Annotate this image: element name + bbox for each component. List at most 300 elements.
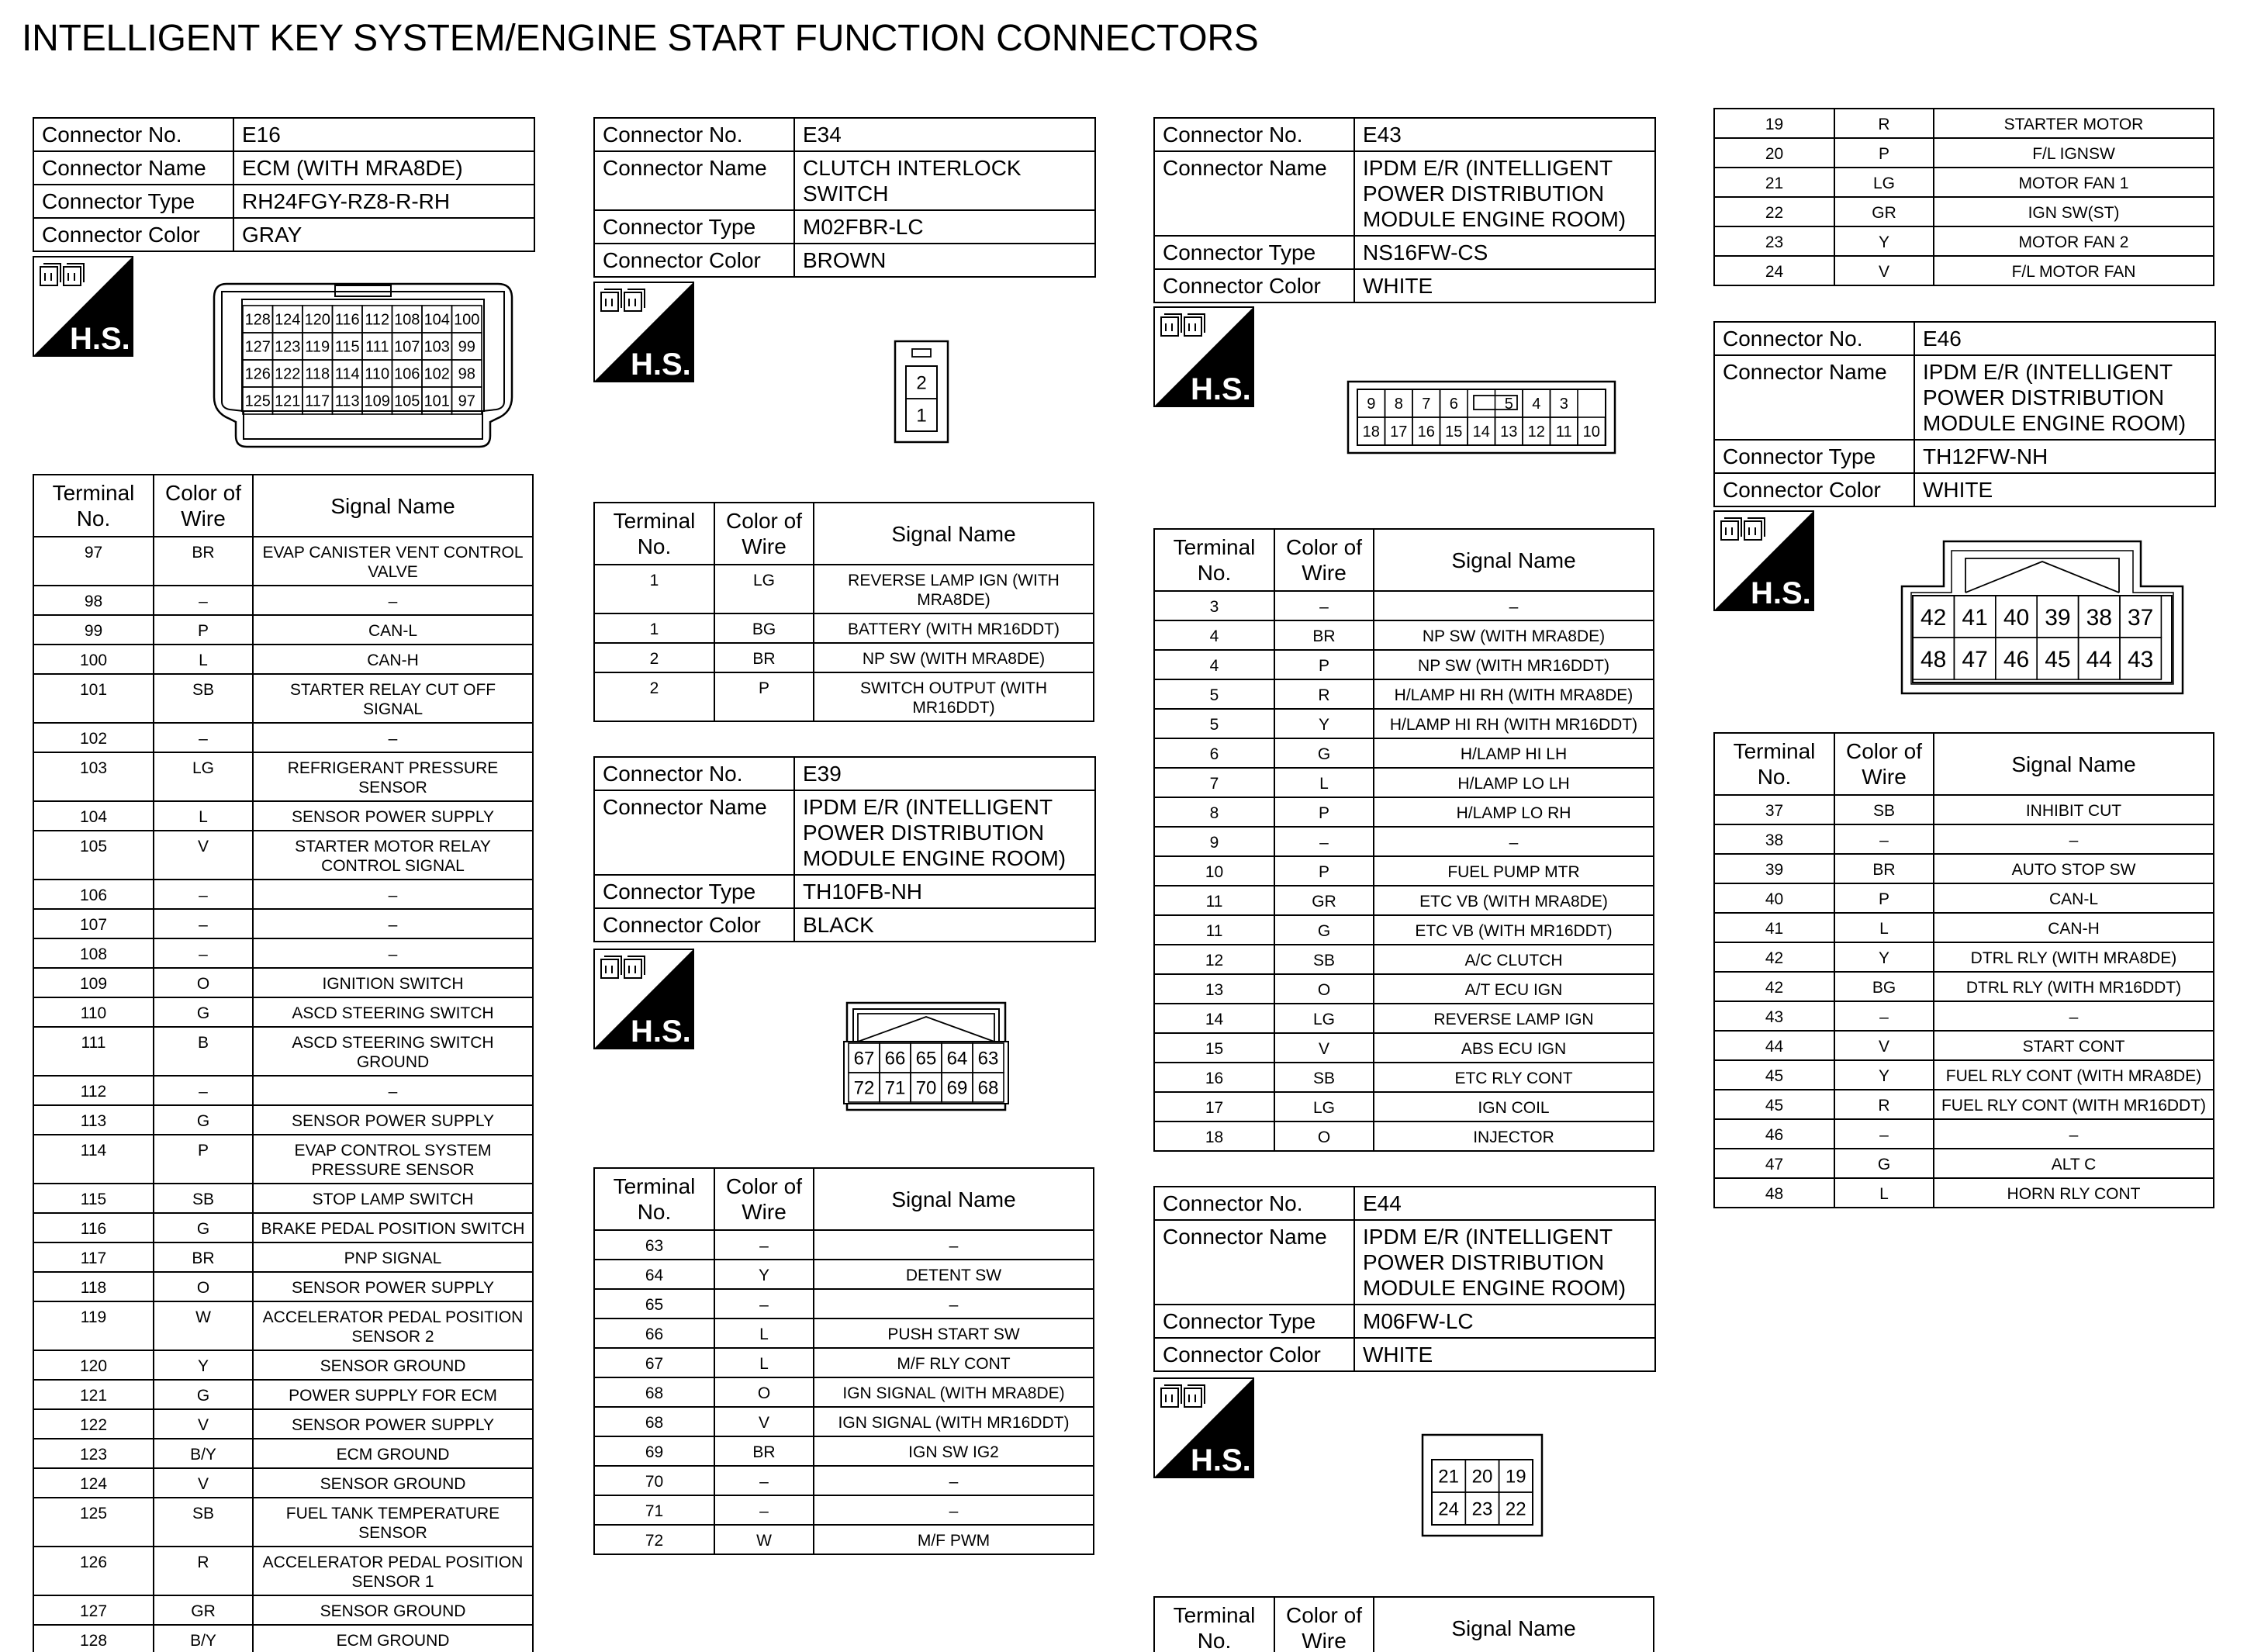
connector-color-label: Connector Color — [33, 218, 233, 251]
terminal-no-cell: 5 — [1154, 679, 1274, 709]
pin-number: 107 — [394, 338, 420, 356]
wire-color-cell: L — [1274, 768, 1374, 797]
terminal-no-cell: 67 — [594, 1348, 714, 1377]
signal-name-header: Signal Name — [814, 1168, 1094, 1230]
pin-number: 97 — [458, 392, 475, 410]
terminal-no-cell: 106 — [33, 880, 154, 909]
terminal-no-cell: 46 — [1714, 1119, 1834, 1149]
color-of-wire-header: Color of Wire — [714, 1168, 814, 1230]
connector-no-value: E46 — [1914, 322, 2215, 355]
connector-type-value: TH10FB-NH — [794, 875, 1095, 908]
terminal-no-cell: 119 — [33, 1301, 154, 1350]
wire-color-cell: – — [154, 723, 253, 752]
terminal-no-cell: 114 — [33, 1135, 154, 1184]
pin-number: 66 — [884, 1048, 906, 1070]
signal-name-cell: INJECTOR — [1374, 1121, 1654, 1151]
connector-name-value: IPDM E/R (INTELLIGENT POWER DISTRIBUTION MODULE ENGINE ROOM) — [1354, 151, 1655, 236]
pin-number: 70 — [915, 1077, 937, 1099]
signal-name-cell: SENSOR POWER SUPPLY — [253, 1105, 533, 1135]
pin-number: 5 — [1504, 396, 1513, 413]
connector-no-value: E34 — [794, 118, 1095, 151]
table-row — [33, 586, 533, 615]
hs-label: H.S. — [70, 322, 130, 356]
connector-no-row — [594, 757, 1095, 790]
signal-name-cell: BRAKE PEDAL POSITION SWITCH — [253, 1213, 533, 1242]
signal-name-cell: PNP SIGNAL — [253, 1242, 533, 1272]
wire-color-cell: SB — [1834, 795, 1934, 824]
pin-number: 23 — [1471, 1498, 1493, 1520]
connector-color-row — [1154, 269, 1655, 302]
terminal-no-header: Terminal No. — [1154, 529, 1274, 591]
signal-name-cell: INHIBIT CUT — [1934, 795, 2214, 824]
table-row — [33, 1350, 533, 1380]
connector-type-row — [1154, 236, 1655, 269]
signal-name-cell: ECM GROUND — [253, 1439, 533, 1468]
connector-no-row — [1714, 322, 2215, 355]
table-row — [1714, 824, 2214, 854]
signal-name-cell: FUEL TANK TEMPERATURE SENSOR — [253, 1498, 533, 1547]
table-row — [1714, 1178, 2214, 1208]
table-row — [594, 1348, 1094, 1377]
table-row — [1154, 679, 1654, 709]
terminal-no-cell: 115 — [33, 1184, 154, 1213]
table-row — [594, 613, 1094, 643]
connector-color-row — [1154, 1338, 1655, 1371]
pin-number: 118 — [305, 365, 330, 383]
table-row — [33, 1272, 533, 1301]
table-row — [33, 1213, 533, 1242]
pin-number: 72 — [853, 1077, 875, 1099]
connector-no-row — [1154, 1187, 1655, 1220]
terminal-no-cell: 41 — [1714, 913, 1834, 942]
table-row — [33, 1409, 533, 1439]
terminal-no-cell: 38 — [1714, 824, 1834, 854]
table-row — [33, 1625, 533, 1652]
table-row — [33, 1184, 533, 1213]
connector-info-E34 — [593, 117, 1096, 278]
signal-name-cell: NP SW (WITH MRA8DE) — [814, 643, 1094, 672]
signal-name-cell: IGN COIL — [1374, 1092, 1654, 1121]
wire-color-cell: GR — [1274, 886, 1374, 915]
table-row — [594, 643, 1094, 672]
signal-name-cell: ETC VB (WITH MRA8DE) — [1374, 886, 1654, 915]
signal-name-cell: IGN SIGNAL (WITH MR16DDT) — [814, 1407, 1094, 1436]
pin-number: 101 — [424, 392, 450, 410]
pin-number: 127 — [244, 338, 271, 356]
pin-number: 41 — [1962, 604, 1988, 631]
wire-color-cell: BR — [714, 643, 814, 672]
terminal-no-cell: 42 — [1714, 972, 1834, 1001]
table-row — [1154, 1004, 1654, 1033]
pin-number: 106 — [394, 365, 420, 383]
terminal-no-cell: 64 — [594, 1260, 714, 1289]
wire-color-cell: O — [154, 968, 253, 997]
terminal-no-cell: 19 — [1714, 109, 1834, 138]
pin-number: 38 — [2086, 604, 2112, 631]
pin-number: 108 — [394, 311, 420, 329]
table-row — [1154, 1033, 1654, 1063]
pin-number: 110 — [365, 365, 390, 383]
signal-name-cell: CAN-L — [253, 615, 533, 645]
table-header — [1154, 529, 1654, 591]
wire-color-cell: – — [1834, 824, 1934, 854]
pin-number: 126 — [244, 365, 271, 383]
signal-name-cell: SENSOR GROUND — [253, 1350, 533, 1380]
signal-name-cell: DETENT SW — [814, 1260, 1094, 1289]
table-row — [594, 1318, 1094, 1348]
terminal-no-cell: 7 — [1154, 768, 1274, 797]
signal-name-cell: ACCELERATOR PEDAL POSITION SENSOR 1 — [253, 1547, 533, 1595]
terminal-no-cell: 17 — [1154, 1092, 1274, 1121]
signal-name-cell: ASCD STEERING SWITCH — [253, 997, 533, 1027]
signal-name-header: Signal Name — [1934, 733, 2214, 795]
connector-type-label: Connector Type — [594, 210, 794, 244]
pin-number: 6 — [1449, 396, 1458, 413]
connector-info-E16 — [33, 117, 535, 252]
terminal-no-cell: 22 — [1714, 197, 1834, 226]
signal-name-cell: – — [814, 1466, 1094, 1495]
table-row — [1714, 1090, 2214, 1119]
wire-color-cell: V — [1834, 1031, 1934, 1060]
wire-color-cell: BR — [714, 1436, 814, 1466]
signal-name-cell: – — [1374, 591, 1654, 620]
connector-color-row — [33, 218, 534, 251]
pin-number: 42 — [1920, 604, 1947, 631]
terminal-no-cell: 103 — [33, 752, 154, 801]
pin-number: 121 — [275, 392, 301, 410]
terminal-no-cell: 20 — [1714, 138, 1834, 168]
connector-color-row — [1714, 473, 2215, 506]
signal-name-cell: NP SW (WITH MR16DDT) — [1374, 650, 1654, 679]
terminal-no-cell: 4 — [1154, 650, 1274, 679]
signal-name-cell: H/LAMP HI RH (WITH MR16DDT) — [1374, 709, 1654, 738]
terminal-no-cell: 112 — [33, 1076, 154, 1105]
connector-type-value: NS16FW-CS — [1354, 236, 1655, 269]
table-header — [594, 1168, 1094, 1230]
table-row — [33, 909, 533, 938]
terminal-no-cell: 10 — [1154, 856, 1274, 886]
terminal-no-cell: 124 — [33, 1468, 154, 1498]
connector-type-label: Connector Type — [594, 875, 794, 908]
connector-name-row — [594, 790, 1095, 875]
table-row — [1714, 109, 2214, 138]
pin-number: 21 — [1438, 1466, 1460, 1488]
signal-name-cell: FUEL RLY CONT (WITH MRA8DE) — [1934, 1060, 2214, 1090]
hs-icon — [593, 949, 694, 1049]
wire-color-cell: W — [154, 1301, 253, 1350]
pin-number: 4 — [1532, 396, 1541, 413]
hs-label: H.S. — [631, 347, 691, 382]
terminal-no-cell: 3 — [1154, 591, 1274, 620]
pin-number: 8 — [1394, 396, 1403, 413]
pin-number: 67 — [853, 1048, 875, 1070]
terminal-no-cell: 1 — [594, 613, 714, 643]
signal-name-cell: IGNITION SWITCH — [253, 968, 533, 997]
connector-no-label: Connector No. — [1714, 322, 1914, 355]
signal-name-cell: NP SW (WITH MRA8DE) — [1374, 620, 1654, 650]
wire-color-cell: Y — [1834, 1060, 1934, 1090]
signal-name-cell: – — [253, 880, 533, 909]
table-row — [1154, 915, 1654, 945]
terminal-no-cell: 108 — [33, 938, 154, 968]
wire-color-cell: G — [1834, 1149, 1934, 1178]
table-row — [33, 1027, 533, 1076]
signal-name-cell: DTRL RLY (WITH MRA8DE) — [1934, 942, 2214, 972]
terminal-no-cell: 11 — [1154, 886, 1274, 915]
table-row — [1154, 1092, 1654, 1121]
table-row — [33, 1242, 533, 1272]
connector-type-value: TH12FW-NH — [1914, 440, 2215, 473]
signal-name-header: Signal Name — [814, 503, 1094, 565]
terminal-no-cell: 102 — [33, 723, 154, 752]
terminal-table-E44 — [1713, 108, 2214, 286]
pin-number: 103 — [424, 338, 450, 356]
connector-name-row — [1714, 355, 2215, 440]
wire-color-cell: LG — [154, 752, 253, 801]
wire-color-cell: P — [1274, 650, 1374, 679]
signal-name-cell: ECM GROUND — [253, 1625, 533, 1652]
signal-name-cell: REVERSE LAMP IGN — [1374, 1004, 1654, 1033]
terminal-no-cell: 118 — [33, 1272, 154, 1301]
signal-name-cell: – — [253, 938, 533, 968]
signal-name-cell: H/LAMP HI RH (WITH MRA8DE) — [1374, 679, 1654, 709]
connector-type-row — [594, 210, 1095, 244]
pin-number: 44 — [2086, 646, 2112, 672]
connector-type-label: Connector Type — [33, 185, 233, 218]
page-title: INTELLIGENT KEY SYSTEM/ENGINE START FUNCTION CONNECTORS — [22, 18, 1259, 59]
terminal-table-E39 — [593, 1167, 1094, 1555]
table-row — [594, 1407, 1094, 1436]
signal-name-cell: A/T ECU IGN — [1374, 974, 1654, 1004]
terminal-no-cell: 99 — [33, 615, 154, 645]
pin-number: 40 — [2003, 604, 2030, 631]
table-row — [33, 752, 533, 801]
pin-number: 114 — [334, 365, 360, 383]
connector-face-E44 — [1421, 1433, 1544, 1541]
terminal-no-cell: 8 — [1154, 797, 1274, 827]
pin-number: 68 — [977, 1077, 999, 1099]
wire-color-cell: V — [714, 1407, 814, 1436]
table-row — [33, 645, 533, 674]
color-of-wire-header: Color of Wire — [1834, 733, 1934, 795]
wire-color-cell: GR — [154, 1595, 253, 1625]
table-row — [1714, 883, 2214, 913]
wire-color-cell: – — [1274, 591, 1374, 620]
connector-color-label: Connector Color — [1714, 473, 1914, 506]
signal-name-cell: POWER SUPPLY FOR ECM — [253, 1380, 533, 1409]
connector-face-E46 — [1899, 540, 2186, 699]
signal-name-header: Signal Name — [1374, 529, 1654, 591]
terminal-no-header: Terminal No. — [1714, 733, 1834, 795]
connector-type-row — [33, 185, 534, 218]
wire-color-cell: – — [714, 1289, 814, 1318]
connector-color-label: Connector Color — [594, 908, 794, 942]
terminal-no-cell: 44 — [1714, 1031, 1834, 1060]
table-row — [33, 1498, 533, 1547]
terminal-no-cell: 100 — [33, 645, 154, 674]
table-row — [1154, 620, 1654, 650]
connector-no-value: E43 — [1354, 118, 1655, 151]
pin-number: 122 — [275, 365, 301, 383]
terminal-no-cell: 2 — [594, 643, 714, 672]
pin-number: 65 — [915, 1048, 937, 1070]
signal-name-cell: M/F PWM — [814, 1525, 1094, 1554]
connector-color-label: Connector Color — [1154, 269, 1354, 302]
wire-color-cell: Y — [1274, 709, 1374, 738]
signal-name-cell: MOTOR FAN 2 — [1934, 226, 2214, 256]
wire-color-cell: V — [1274, 1033, 1374, 1063]
signal-name-cell: SENSOR POWER SUPPLY — [253, 1272, 533, 1301]
pin-number: 98 — [458, 365, 475, 383]
terminal-no-cell: 126 — [33, 1547, 154, 1595]
pin-number: 43 — [2128, 646, 2154, 672]
signal-name-cell: ALT C — [1934, 1149, 2214, 1178]
terminal-no-cell: 117 — [33, 1242, 154, 1272]
connector-name-value: CLUTCH INTERLOCK SWITCH — [794, 151, 1095, 210]
pin-number: 128 — [244, 311, 271, 329]
table-row — [33, 1105, 533, 1135]
terminal-no-cell: 43 — [1714, 1001, 1834, 1031]
signal-name-cell: H/LAMP HI LH — [1374, 738, 1654, 768]
connector-no-label: Connector No. — [1154, 118, 1354, 151]
pin-number: 7 — [1422, 396, 1431, 413]
wire-color-cell: P — [154, 615, 253, 645]
connector-type-row — [594, 875, 1095, 908]
table-row — [1154, 974, 1654, 1004]
pin-number: 117 — [305, 392, 330, 410]
hs-label: H.S. — [1751, 576, 1811, 610]
terminal-no-cell: 15 — [1154, 1033, 1274, 1063]
wire-color-cell: L — [714, 1348, 814, 1377]
signal-name-cell: ASCD STEERING SWITCH GROUND — [253, 1027, 533, 1076]
pin-number: 2 — [916, 372, 927, 394]
pin-number: 116 — [334, 311, 360, 329]
connector-color-label: Connector Color — [594, 244, 794, 277]
terminal-no-cell: 120 — [33, 1350, 154, 1380]
pin-number: 18 — [1362, 423, 1380, 441]
color-of-wire-header: Color of Wire — [714, 503, 814, 565]
color-of-wire-header: Color of Wire — [154, 475, 253, 537]
hs-icon — [33, 256, 133, 357]
wire-color-cell: Y — [154, 1350, 253, 1380]
wire-color-cell: B — [154, 1027, 253, 1076]
wire-color-cell: P — [1834, 138, 1934, 168]
terminal-no-cell: 9 — [1154, 827, 1274, 856]
connector-name-value: ECM (WITH MRA8DE) — [233, 151, 534, 185]
signal-name-cell: HORN RLY CONT — [1934, 1178, 2214, 1208]
connector-name-row — [1154, 151, 1655, 236]
pin-number: 14 — [1472, 423, 1490, 441]
wire-color-cell: – — [1834, 1119, 1934, 1149]
pin-number: 12 — [1527, 423, 1545, 441]
signal-name-cell: H/LAMP LO RH — [1374, 797, 1654, 827]
terminal-table-E44-header — [1153, 1596, 1654, 1652]
table-row — [33, 1439, 533, 1468]
wire-color-cell: LG — [714, 565, 814, 613]
connector-name-row — [33, 151, 534, 185]
table-row — [33, 801, 533, 831]
table-row — [1714, 795, 2214, 824]
terminal-no-cell: 98 — [33, 586, 154, 615]
connector-color-row — [594, 908, 1095, 942]
table-row — [1154, 591, 1654, 620]
table-row — [594, 565, 1094, 613]
table-row — [33, 938, 533, 968]
wire-color-cell: G — [1274, 915, 1374, 945]
wire-color-cell: BR — [1274, 620, 1374, 650]
connector-name-label: Connector Name — [594, 790, 794, 875]
table-row — [33, 1301, 533, 1350]
pin-number: 37 — [2128, 604, 2154, 631]
signal-name-cell: – — [253, 909, 533, 938]
hs-icon — [1153, 306, 1254, 407]
table-row — [594, 1436, 1094, 1466]
table-row — [1714, 1031, 2214, 1060]
wire-color-cell: P — [1834, 883, 1934, 913]
terminal-table-E34 — [593, 502, 1094, 722]
connector-name-row — [1154, 1220, 1655, 1305]
signal-name-cell: REFRIGERANT PRESSURE SENSOR — [253, 752, 533, 801]
signal-name-cell: REVERSE LAMP IGN (WITH MRA8DE) — [814, 565, 1094, 613]
wire-color-cell: – — [154, 1076, 253, 1105]
table-row — [33, 831, 533, 880]
wire-color-cell: – — [1834, 1001, 1934, 1031]
hs-icon — [1153, 1377, 1254, 1478]
signal-name-cell: ABS ECU IGN — [1374, 1033, 1654, 1063]
connector-no-row — [33, 118, 534, 151]
signal-name-cell: STARTER RELAY CUT OFF SIGNAL — [253, 674, 533, 723]
connector-no-label: Connector No. — [594, 118, 794, 151]
connector-info-E39 — [593, 756, 1096, 942]
signal-name-cell: MOTOR FAN 1 — [1934, 168, 2214, 197]
pin-number: 24 — [1438, 1498, 1460, 1520]
terminal-no-cell: 16 — [1154, 1063, 1274, 1092]
terminal-no-cell: 122 — [33, 1409, 154, 1439]
terminal-no-cell: 18 — [1154, 1121, 1274, 1151]
color-of-wire-header: Color of Wire — [1274, 1597, 1374, 1652]
terminal-no-cell: 128 — [33, 1625, 154, 1652]
wire-color-cell: – — [714, 1495, 814, 1525]
pin-number: 123 — [275, 338, 301, 356]
terminal-no-cell: 110 — [33, 997, 154, 1027]
table-row — [594, 1466, 1094, 1495]
color-of-wire-header: Color of Wire — [1274, 529, 1374, 591]
terminal-no-cell: 24 — [1714, 256, 1834, 285]
connector-type-value: M02FBR-LC — [794, 210, 1095, 244]
connector-name-row — [594, 151, 1095, 210]
connector-no-value: E39 — [794, 757, 1095, 790]
pin-number: 22 — [1505, 1498, 1526, 1520]
table-row — [33, 1595, 533, 1625]
signal-name-cell: – — [814, 1495, 1094, 1525]
pin-number: 63 — [977, 1048, 999, 1070]
connector-type-label: Connector Type — [1154, 1305, 1354, 1338]
wire-color-cell: BR — [1834, 854, 1934, 883]
pin-number: 20 — [1471, 1466, 1493, 1488]
wire-color-cell: V — [1834, 256, 1934, 285]
pin-number: 113 — [334, 392, 360, 410]
connector-color-value: BLACK — [794, 908, 1095, 942]
terminal-no-cell: 14 — [1154, 1004, 1274, 1033]
connector-type-value: M06FW-LC — [1354, 1305, 1655, 1338]
terminal-no-header: Terminal No. — [33, 475, 154, 537]
wire-color-cell: P — [154, 1135, 253, 1184]
connector-type-row — [1154, 1305, 1655, 1338]
connector-type-value: RH24FGY-RZ8-R-RH — [233, 185, 534, 218]
table-row — [1714, 972, 2214, 1001]
wire-color-cell: L — [1834, 1178, 1934, 1208]
table-row — [33, 880, 533, 909]
